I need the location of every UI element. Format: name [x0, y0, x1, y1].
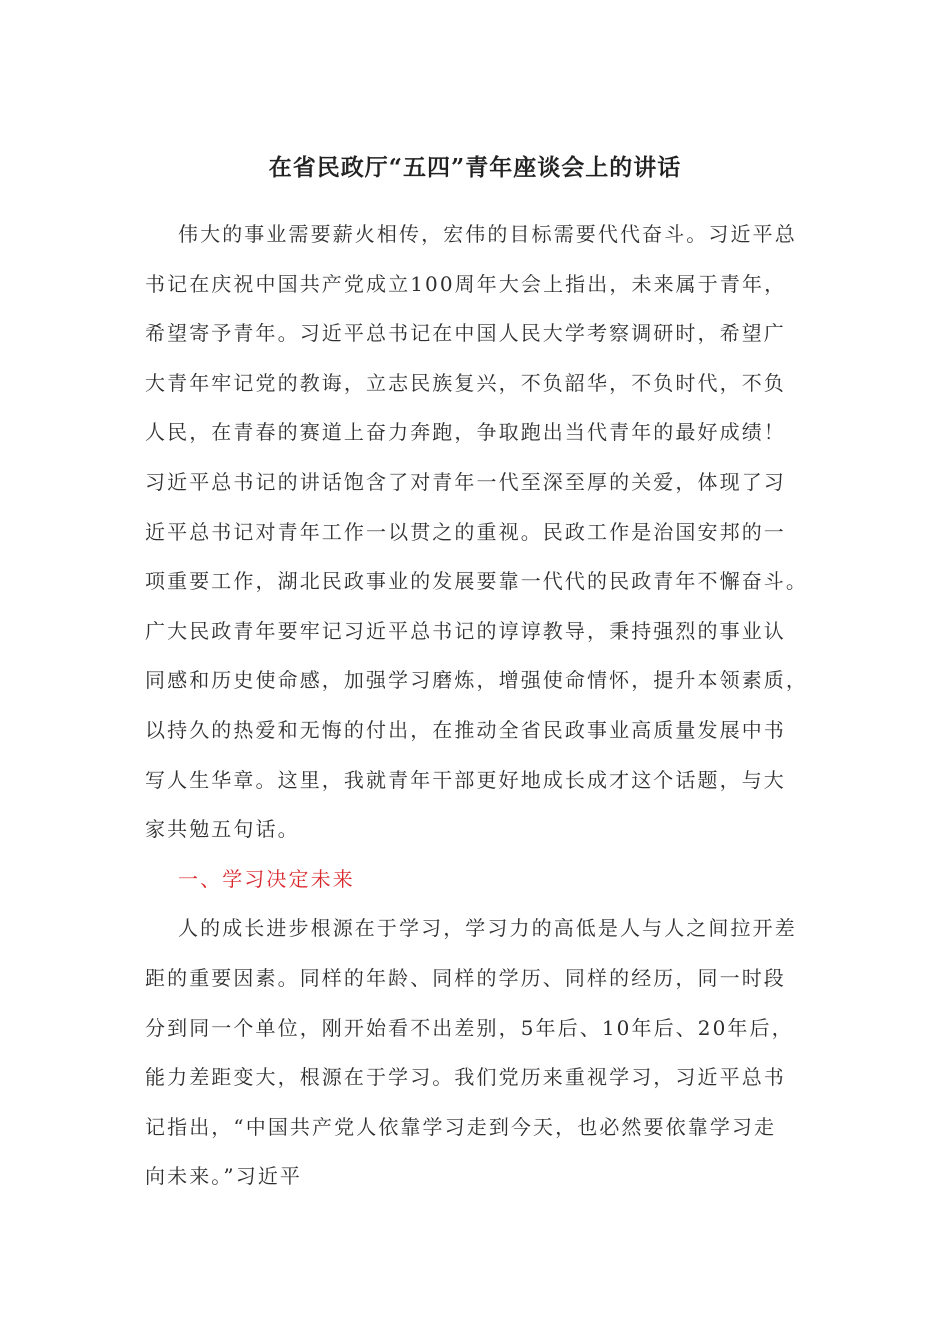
paragraph-line: 项重要工作，湖北民政事业的发展要靠一代代的民政青年不懈奋斗。: [145, 569, 808, 594]
paragraph-line: 大青年牢记党的教诲，立志民族复兴，不负韶华，不负时代，不负: [145, 370, 786, 395]
paragraph-line: 家共勉五句话。: [145, 817, 300, 842]
document-title: 在省民政厅“五四”青年座谈会上的讲话: [268, 154, 682, 181]
document-body: [145, 214, 809, 1206]
paragraph-line: 书记在庆祝中国共产党成立100周年大会上指出，未来属于青年，: [145, 271, 787, 296]
paragraph-line: 分到同一个单位，刚开始看不出差别，5年后、10年后、20年后，: [145, 1015, 794, 1040]
paragraph-line: 广大民政青年要牢记习近平总书记的谆谆教导，秉持强烈的事业认: [145, 618, 786, 643]
paragraph-line: 距的重要因素。同样的年龄、同样的学历、同样的经历，同一时段: [145, 965, 786, 990]
paragraph-line: 记指出，“中国共产党人依靠学习走到今天，也必然要依靠学习走: [145, 1114, 777, 1139]
paragraph-line: 以持久的热爱和无悔的付出，在推动全省民政事业高质量发展中书: [145, 717, 786, 742]
paragraph-line: 同感和历史使命感，加强学习磨炼，增强使命情怀，提升本领素质，: [145, 668, 808, 693]
paragraph-line: 希望寄予青年。习近平总书记在中国人民大学考察调研时，希望广: [145, 321, 786, 346]
paragraph-line: 人民，在青春的赛道上奋力奔跑，争取跑出当代青年的最好成绩！: [145, 420, 786, 445]
paragraph-line: 人的成长进步根源在于学习，学习力的高低是人与人之间拉开差: [178, 916, 797, 941]
paragraph-line: 能力差距变大，根源在于学习。我们党历来重视学习，习近平总书: [145, 1065, 786, 1090]
paragraph-line: 伟大的事业需要薪火相传，宏伟的目标需要代代奋斗。习近平总: [178, 222, 797, 246]
paragraph-line: 近平总书记对青年工作一以贯之的重视。民政工作是治国安邦的一: [145, 519, 786, 544]
paragraph-line: 写人生华章。这里，我就青年干部更好地成长成才这个话题，与大: [145, 767, 786, 792]
paragraph-line: 习近平总书记的讲话饱含了对青年一代至深至厚的关爱，体现了习: [145, 469, 786, 494]
section-heading: 一、学习决定未来: [178, 866, 355, 891]
paragraph-line: 向未来。”习近平: [145, 1164, 303, 1189]
